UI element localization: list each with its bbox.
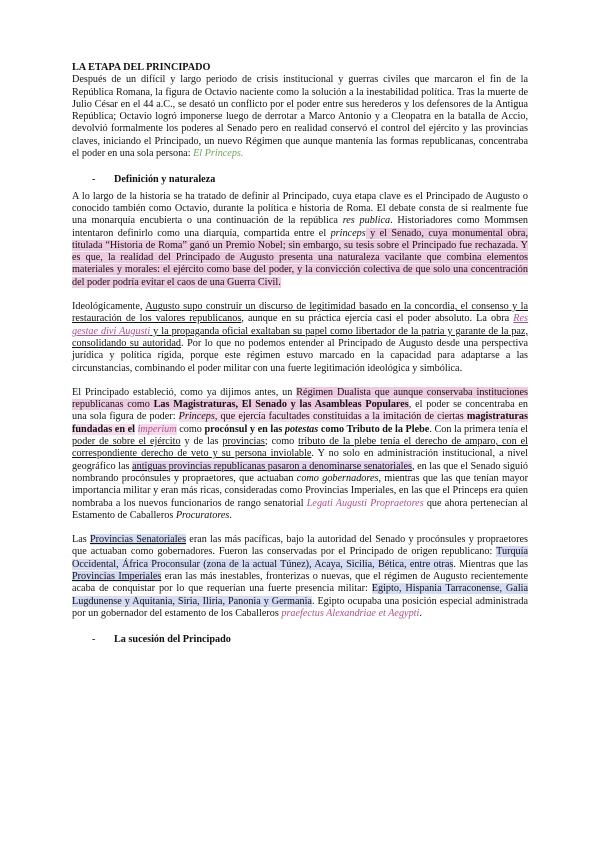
intro-paragraph: Después de un difícil y largo periodo de crisis institucional y guerras civiles que marcaron el fin de la República Romana, la figura de Octavio naciente como la solución a la inestabilidad política. Tras la muerte de Julio César en el 44 a.C., se desató un conflicto por el poder entre sus herederos y los defensores de la Antigua República; Octavio logró imponerse luego de derrotar a Marco Antonio y a Cleopatra en la batalla de Accio, devolvió formalmente los poderes al Senado pero en realidad conservó el control del ejército y las provincias claves, iniciando el Principado, un nuevo Régimen que aunque mantenía las formas republicanas, concentraba el poder en una sola persona: El Princeps. bbox=[72, 74, 528, 160]
document-page bbox=[72, 62, 528, 646]
heading-definicion: - Definición y naturaleza bbox=[92, 174, 216, 186]
paragraph-definicion: A lo largo de la historia se ha tratado de definir al Principado, cuya etapa clave es el Principado de Augusto o conocido también como Octavio, durante la política e historia de Roma. El debate consta de si realmente fue una monarquía encubierta o una continuación de la república res publica. Historiadores como Mommsen intentaron definirlo como una diarquía, compartida entre el princeps y el Senado, cuya monumental obra, titulada “Historia de Roma” ganó un Premio Nobel; sin embargo, su tesis sobre el Principado fue rechazada. Y es que, la realidad del Principado de Augusto presenta una naturaleza vacilante que combina elementos materiales y morales: el ejército como base del poder, y la convicción colectiva de que solo una concentración del poder podría evitar el caos de una Guerra Civil. bbox=[72, 190, 529, 288]
heading-sucesion: - La sucesión del Principado bbox=[92, 634, 231, 646]
paragraph-ideologia: Ideológicamente, Augusto supo construir un discurso de legitimidad basado en la concordia, el consenso y la restauración de los valores republicanos, aunque en su práctica ejercía casi el poder absoluto. La obra Res gestae divi Augusti y la propaganda oficial exaltaban su papel como libertador de la patria y garante de la paz, consolidando su autoridad. Por lo que no podemos entender al Principado de Augusto desde una perspectiva jurídica y política rígida, porque este régimen estuvo marcado en la capacidad para adaptarse a las circunstancias, combinando el poder militar con una fuerte legitimación ideológica y simbólica. bbox=[72, 301, 529, 374]
document-title: LA ETAPA DEL PRINCIPADO bbox=[72, 62, 211, 73]
paragraph-provincias: Las Provincias Senatoriales eran las más pacíficas, bajo la autoridad del Senado y procónsules y propraetores que actuaban como gobernadores. Fueron las conservadas por el Principado de origen republicano: Turquía Occidental, África Proconsular (zona de la actual Túnez), Acaya, Sicilia, Bética, entre otras. Mientras que las Provincias Imperiales eran las más inestables, fronterizas o nuevas, que el régimen de Augusto recientemente acaba de conquistar por lo que requerían una fuerte presencia militar: Egipto, Hispania Tarraconense, Galia Lugdunense y Aquitania, Siria, Iliria, Panonia y Germania. Egipto ocupaba una posición especial administrada por un gobernador del estamento de los Caballeros praefectus Alexandriae et Aegypti. bbox=[72, 534, 528, 619]
underlined-augusto: Augusto supo construir un discurso de legitimidad basado en la concordia, el consenso y la restauración de los valores republicanos bbox=[72, 301, 528, 325]
paragraph-principado: El Principado estableció, como ya dijimos antes, un Régimen Dualista que aunque conservaba instituciones republicanas como Las Magistraturas, El Senado y las Asambleas Populares, el poder se concentraba en una sola figura de poder: Princeps, que ejercía facultades constituidas a la imitación de ciertas magistraturas fundadas en el imperium como procónsul y en las potestas como Tributo de la Plebe. Con la primera tenía el poder de sobre el ejército y de las provincias; como tributo de la plebe tenía el derecho de amparo, con el correspondiente derecho de veto y su persona inviolable. Y no solo en administración institucional, a nivel geográfico las antiguas provincias republicanas pasaron a denominarse senatoriales, en las que el Senado siguió nombrando procónsules y propraetores, que actuaban como gobernadores, mientras que las que tenían mayor importancia militar y eran más ricas, consideradas como Provincias Imperiales, en las que el Princeps era quien nombraba a los nuevos funcionarios de rango senatorial Legati Augusti Propraetores que ahora pertenecían al Estamento de Caballeros Procuratores. bbox=[72, 386, 529, 521]
highlight-mommsen: y el Senado, cuya monumental obra, titulada “Historia de Roma” ganó un Premio Nobel; sin embargo, su tesis sobre el Principado fue rechazada. Y es que, la realidad del Principado de Augusto presenta una naturaleza vacilante que combina elementos materiales y morales: el ejército como base del poder, y la convicción colectiva de que solo una concentración del poder podría evitar el caos de una Guerra Civil. bbox=[72, 227, 529, 288]
princeps-term: El Princeps. bbox=[193, 148, 244, 160]
res-gestae-title: Res gestae divi Augusti bbox=[72, 313, 528, 337]
